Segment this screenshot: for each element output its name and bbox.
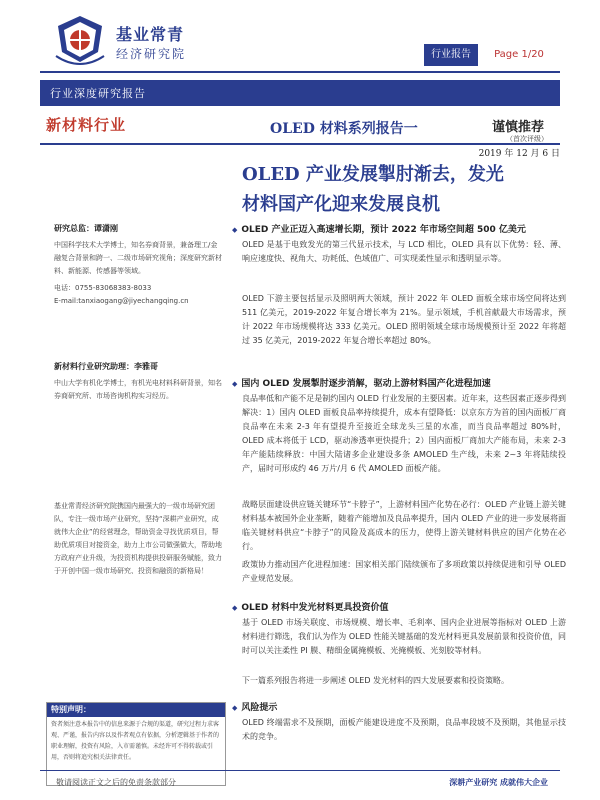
header-divider (40, 71, 560, 73)
company-logo (52, 12, 108, 66)
title-line: OLED 产业发展掣肘渐去，发光 (242, 164, 504, 185)
title-line: 材料国产化迎来发展良机 (242, 194, 440, 215)
assistant-bio: 中山大学有机化学博士，有机光电材料科研背景，知名券商研究所、市场咨询机构实习经历。 (54, 379, 222, 400)
page-number: Page 1/20 (484, 44, 554, 66)
notice-title: 特别声明： (47, 703, 225, 717)
report-category: 行业深度研究报告 (50, 87, 146, 100)
section-paragraph: 良品率低和产能不足是制约国内 OLED 行业发展的主要因素。近年来，这些因素正逐步得到解决：1）国内 OLED 面板良品率持续提升，成本有望降低：以京东方为首的国内面板厂商良品率在未来 2-3 年有望提升至接近全球龙头三星的水准，而当良品率超过 80%时，OLED 成本将低于 LCD，驱动渗透率更快提升；2）国内面板厂商加大产能布局，未来 2-3 年产能陆续释放：中国大陆诸多企业建设多条 AMOLED 生产线，未来 2~3 年将陆续投产，届时可形成约 46 万片/月 6 代 AMOLED 面板产能。 (242, 394, 566, 473)
analyst-phone: 电话：0755-83068383-8033 (54, 284, 152, 292)
section-paragraph: 下一篇系列报告将进一步阐述 OLED 发光材料的四大发展要素和投资策略。 (242, 676, 510, 685)
footer-slogan: 深耕产业研究 成就伟大企业 (449, 778, 548, 787)
series-title: OLED 材料系列报告一 (270, 121, 418, 137)
notice-body: 资者须注意本报告中的信息来源于合规的渠道，研究过程力求客观、严谨，报告内容以及作者观点有依据，分析逻辑基于作者的职业理解，投资有风险，入市需谨慎。未经许可不得转载或引用，否则将追究相关法律责任。 (51, 721, 220, 761)
report-category-band (40, 80, 560, 106)
section-paragraph: OLED 下游主要包括显示及照明两大领域，预计 2022 年 OLED 面板全球市场空间将达到 511 亿美元，2019-2022 年复合增长率为 21%。显示领域，手机首献最大市场需求，预计 2022 年市场规模将达 333 亿美元。OLED 照明领域全球市场规模预计至 2022 年将超过 35 亿美元，2019-2022 年复合增长率超过 80%。 (242, 294, 566, 345)
section-heading: ◆ 风险提示 (232, 700, 277, 713)
analyst-label: 研究总监：谭潇刚 (54, 224, 118, 233)
brand-subtitle: 经济研究院 (116, 47, 187, 61)
rating-label: 谨慎推荐 (492, 120, 545, 135)
industry-label: 新材料行业 (46, 116, 127, 134)
section-heading: ◆ OLED 材料中发光材料更具投资价值 (232, 600, 389, 613)
assistant-label: 新材料行业研究助理：李雅哥 (54, 362, 158, 371)
rating-note: （首次评级） (506, 135, 548, 143)
analyst-email: E-mail:tanxiaogang@jiyechangqing.cn (54, 297, 189, 305)
report-date: 2019 年 12 月 6 日 (478, 149, 560, 159)
section-paragraph: 政策协力推动国产化进程加速：国家相关部门陆续颁布了多项政策以持续促进和引导 OLED 产业规范发展。 (242, 560, 566, 583)
special-notice (46, 702, 226, 786)
report-type-badge: 行业报告 (424, 44, 478, 66)
section-heading: ◆ OLED 产业正迈入高速增长期，预计 2022 年市场空间超 500 亿美元 (232, 222, 526, 235)
section-paragraph: 基于 OLED 市场关联度、市场规模、增长率、毛利率、国内企业进展等指标对 OLED 上游材料进行筛选，我们认为作为 OLED 性能关键基础的发光材料更具发展前景和投资价值，同时可以关注柔性 PI 膜、精细金属掩模板、光掩模板、光刻胶等材料。 (242, 618, 566, 655)
institute-intro: 基业常青经济研究院携国内最强大的一级市场研究团队，专注一级市场产业研究，坚持“深耕产业研究，成就伟大企业”的经营理念，帮助资金寻找优质项目，帮助优质项目对接资金，助力上市公司做强做大，帮助地方政府产业升级，为投资机构提供投研服务赋能，致力于开创中国一级市场研究、投资和融资的新格局！ (54, 502, 222, 575)
section-paragraph: OLED 是基于电致发光的第三代显示技术，与 LCD 相比，OLED 具有以下优势：轻、薄、响应速度快、视角大、功耗低、色域值广、可实现柔性显示和透明显示等。 (242, 240, 566, 263)
assistant-block (54, 360, 224, 403)
page-header (0, 0, 600, 84)
brand-name: 基业常青 (116, 25, 185, 44)
section-paragraph: OLED 终端需求不及预期，面板产能建设进度不及预期，良品率段坡不及预期，其他显示技术的竞争。 (242, 718, 566, 741)
report-title (242, 160, 562, 220)
disclaimer-link: 敬请阅读正文之后的免责条款部分 (56, 778, 176, 787)
footer-divider (40, 770, 560, 771)
section-paragraph: 战略层面建设供应链关键环节“卡脖子”，上游材料国产化势在必行：OLED 产业链上游关键材料基本被国外企业垄断，随着产能增加及良品率提升，国内 OLED 产业的进一步发展将面临关键材料供应“卡脖子”的风险及高成本的压力，使得上游关键材料供应的国产化势在必行。 (242, 500, 566, 551)
analyst-block (54, 222, 224, 308)
section-divider (40, 143, 560, 145)
section-heading: ◆ 国内 OLED 发展掣肘逐步消解，驱动上游材料国产化进程加速 (232, 376, 491, 389)
analyst-bio: 中国科学技术大学博士，知名券商背景，兼备理工/金融复合背景和跨一、二级市场研究视角；深度研究新材料、新能源、传感器等领域。 (54, 241, 222, 275)
